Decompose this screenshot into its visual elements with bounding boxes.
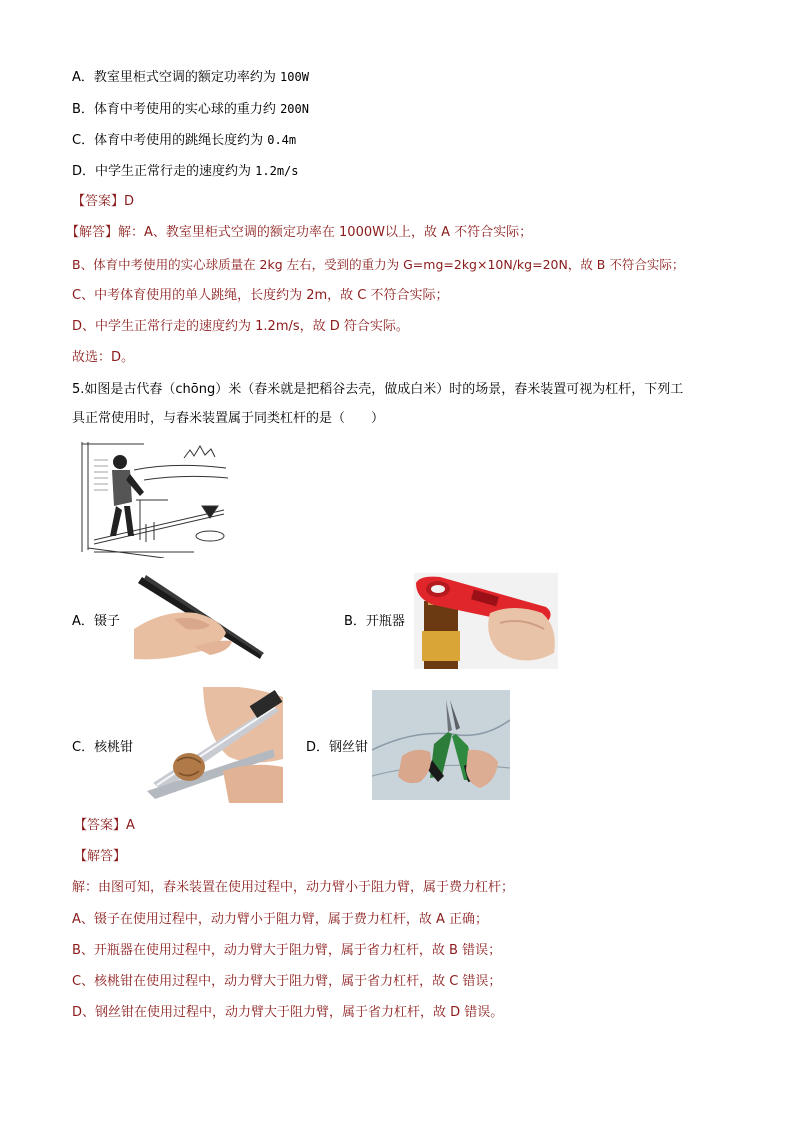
q5-stem-line-2: 具正常使用时，与舂米装置属于同类杠杆的是（ ）	[72, 411, 385, 426]
q5-analysis-tag: 【解答】	[74, 849, 127, 864]
q5-option-c-label: C．核桃钳	[72, 740, 134, 755]
q5-answer: 【答案】A	[74, 818, 135, 833]
q5-analysis-line-2: A、镊子在使用过程中，动力臂小于阻力臂，属于费力杠杆，故 A 正确；	[72, 912, 489, 927]
q5-analysis-line-1: 解：由图可知，舂米装置在使用过程中，动力臂小于阻力臂，属于费力杠杆；	[72, 880, 515, 895]
bottle-opener-photo	[414, 573, 558, 669]
wire-pliers-photo	[372, 690, 510, 800]
q4-analysis-line-4: D、中学生正常行走的速度约为 1.2m/s，故 D 符合实际。	[72, 319, 409, 334]
nutcracker-photo	[133, 687, 283, 803]
q4-answer: 【答案】D	[72, 194, 135, 209]
q5-option-a-label: A．镊子	[72, 614, 120, 629]
q5-analysis-line-4: C、核桃钳在使用过程中，动力臂大于阻力臂，属于省力杠杆，故 C 错误；	[72, 974, 502, 989]
q4-option-a: A．教室里柜式空调的额定功率约为 100W	[72, 70, 309, 85]
tweezers-photo	[134, 569, 272, 669]
q4-analysis-line-3: C、中考体育使用的单人跳绳，长度约为 2m，故 C 不符合实际；	[72, 288, 449, 303]
q4-option-d: D．中学生正常行走的速度约为 1.2m/s	[72, 164, 299, 179]
q4-conclusion: 故选：D。	[72, 350, 135, 365]
rice-pounding-illustration	[74, 440, 230, 558]
q5-option-b-label: B．开瓶器	[344, 614, 405, 629]
q5-analysis-line-3: B、开瓶器在使用过程中，动力臂大于阻力臂，属于省力杠杆，故 B 错误；	[72, 943, 502, 958]
q4-option-b: B．体育中考使用的实心球的重力约 200N	[72, 102, 309, 117]
q5-analysis-line-5: D、钢丝钳在使用过程中，动力臂大于阻力臂，属于省力杠杆，故 D 错误。	[72, 1005, 504, 1020]
q4-option-c: C．体育中考使用的跳绳长度约为 0.4m	[72, 133, 297, 148]
q4-analysis-line-1: 【解答】解：A、教室里柜式空调的额定功率在 1000W以上，故 A 不符合实际；	[66, 225, 533, 240]
q4-analysis-line-2: B、体育中考使用的实心球质量在 2kg 左右，受到的重力为 G=mg=2kg×10N/kg=20N，故 B 不符合实际；	[72, 257, 685, 272]
q5-option-d-label: D．钢丝钳	[306, 740, 369, 755]
q5-stem-line-1: 5.如图是古代舂（chōng）米（舂米就是把稻谷去壳，做成白米）时的场景，舂米装置可视为杠杆，下列工	[72, 382, 684, 397]
